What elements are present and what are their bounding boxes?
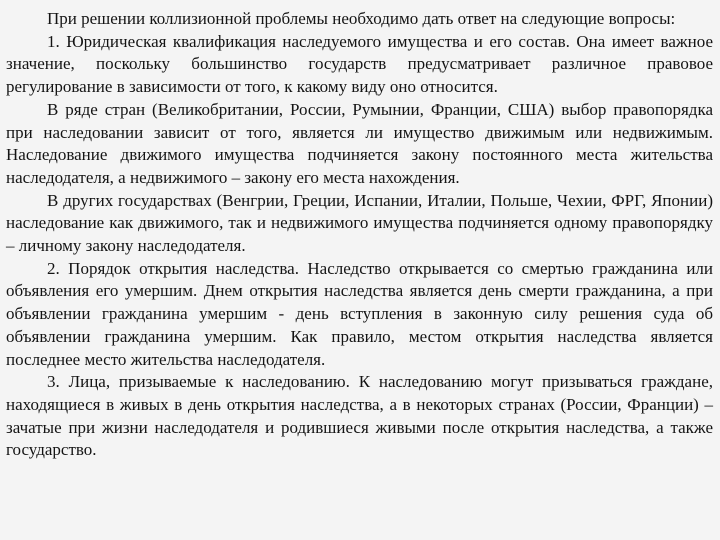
paragraph-other-states: В других государствах (Венгрии, Греции, Испании, Италии, Польше, Чехии, ФРГ, Японии) наследование как движимого, так и недвижимого имущества подчиняется одному правопорядку – личному закону наследодателя.	[6, 190, 713, 256]
paragraph-intro: При решении коллизионной проблемы необходимо дать ответ на следующие вопросы:	[47, 9, 676, 28]
paragraph-point-1: 1. Юридическая квалификация наследуемого имущества и его состав. Она имеет важное значение, поскольку большинство государств предусматривает различное правовое регулирование в зависимости от того, к какому виду оно относится.	[6, 31, 713, 97]
paragraph-point-2: 2. Порядок открытия наследства. Наследство открывается со смертью гражданина или объявления его умершим. Днем открытия наследства является день смерти гражданина, а при объявлении гражданина умершим - день вступления в законную силу решения суда об объявлении гражданина умершим. Как правило, местом открытия наследства является последнее место жительства наследодателя.	[6, 258, 713, 369]
paragraph-movable-property: В ряде стран (Великобритании, России, Румынии, Франции, США) выбор правопорядка при наследовании зависит от того, является ли имущество движимым или недвижимым. Наследование движимого имущества подчиняется закону постоянного места жительства наследодателя, а недвижимого – закону его места нахождения.	[6, 99, 713, 187]
paragraph-point-3: 3. Лица, призываемые к наследованию. К наследованию могут призываться граждане, находящиеся в живых в день открытия наследства, а в некоторых странах (России, Франции) – зачатые при жизни наследодателя и родившиеся живыми после открытия наследства, а также государство.	[6, 372, 713, 460]
document-body	[6, 8, 713, 462]
